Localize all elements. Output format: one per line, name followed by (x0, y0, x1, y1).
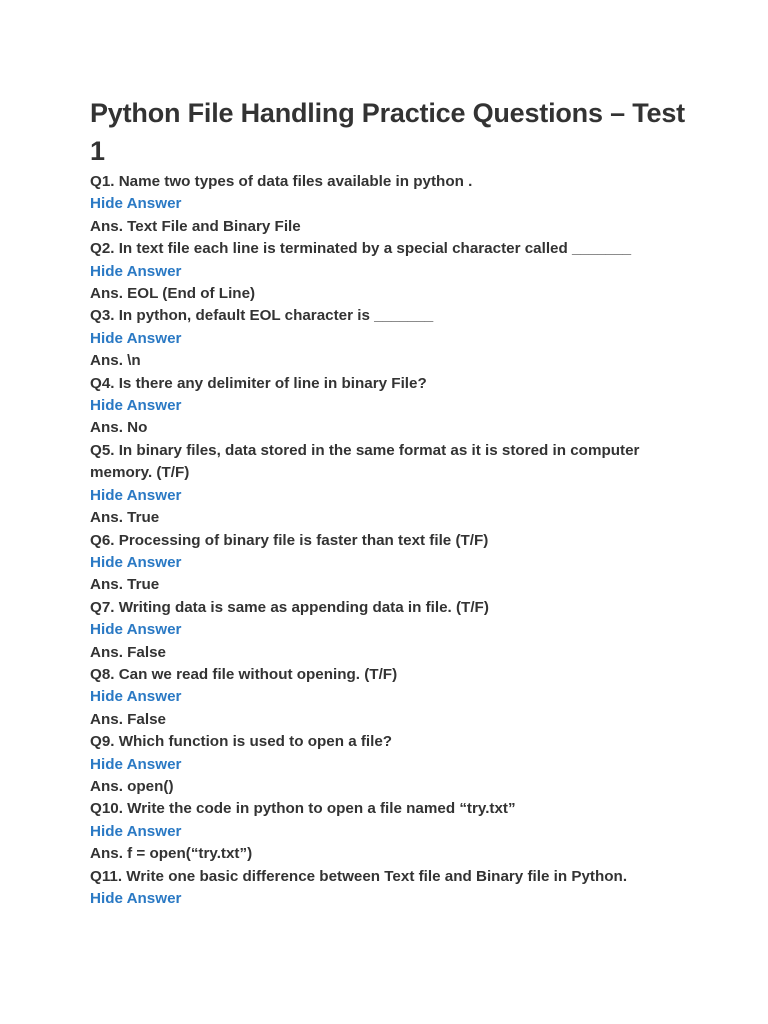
hide-answer-link[interactable]: Hide Answer (90, 822, 182, 840)
question-text: Q9. Which function is used to open a file? (90, 733, 393, 751)
question-text: Q10. Write the code in python to open a file named “try.txt” (90, 800, 516, 818)
answer-text: Ans. False (90, 643, 166, 661)
answer-text: Ans. No (90, 419, 148, 437)
answer-text: Ans. f = open(“try.txt”) (90, 845, 253, 863)
qa-item (90, 171, 690, 238)
hide-answer-link[interactable]: Hide Answer (90, 621, 182, 639)
question-text: Q4. Is there any delimiter of line in binary File? (90, 374, 427, 392)
qa-item (90, 597, 690, 664)
question-text: Q11. Write one basic difference between Text file and Binary file in Python. (90, 867, 628, 885)
article (90, 94, 690, 910)
hide-answer-link[interactable]: Hide Answer (90, 397, 182, 415)
qa-item (90, 798, 690, 865)
hide-answer-link[interactable]: Hide Answer (90, 262, 182, 280)
answer-text: Ans. Text File and Binary File (90, 217, 301, 235)
qa-item (90, 731, 690, 798)
question-text: Q7. Writing data is same as appending data in file. (T/F) (90, 598, 489, 616)
question-text: Q8. Can we read file without opening. (T/F) (90, 665, 398, 683)
hide-answer-link[interactable]: Hide Answer (90, 890, 182, 907)
hide-answer-link[interactable]: Hide Answer (90, 755, 182, 773)
hide-answer-link[interactable]: Hide Answer (90, 486, 182, 504)
question-text: Q2. In text file each line is terminated by a special character called _______ (90, 240, 632, 258)
question-text: Q5. In binary files, data stored in the same format as it is stored in computer memory. (T/F) (90, 441, 644, 482)
qa-item (90, 866, 690, 911)
qa-item (90, 373, 690, 440)
answer-text: Ans. True (90, 576, 160, 594)
answer-text: Ans. EOL (End of Line) (90, 285, 256, 303)
answer-text: Ans. True (90, 509, 160, 527)
qa-item (90, 440, 690, 530)
answer-text: Ans. open() (90, 777, 174, 795)
answer-text: Ans. False (90, 710, 166, 728)
hide-answer-link[interactable]: Hide Answer (90, 329, 182, 347)
qa-item (90, 305, 690, 372)
question-list (90, 171, 690, 910)
question-text: Q1. Name two types of data files available in python . (90, 173, 473, 190)
hide-answer-link[interactable]: Hide Answer (90, 195, 182, 213)
qa-item (90, 530, 690, 597)
hide-answer-link[interactable]: Hide Answer (90, 553, 182, 571)
question-text: Q6. Processing of binary file is faster than text file (T/F) (90, 531, 489, 549)
question-text: Q3. In python, default EOL character is _______ (90, 307, 434, 325)
page-title: Python File Handling Practice Questions – Test 1 (90, 98, 685, 166)
hide-answer-link[interactable]: Hide Answer (90, 688, 182, 706)
qa-item (90, 664, 690, 731)
qa-item (90, 238, 690, 305)
answer-text: Ans. \n (90, 352, 141, 370)
